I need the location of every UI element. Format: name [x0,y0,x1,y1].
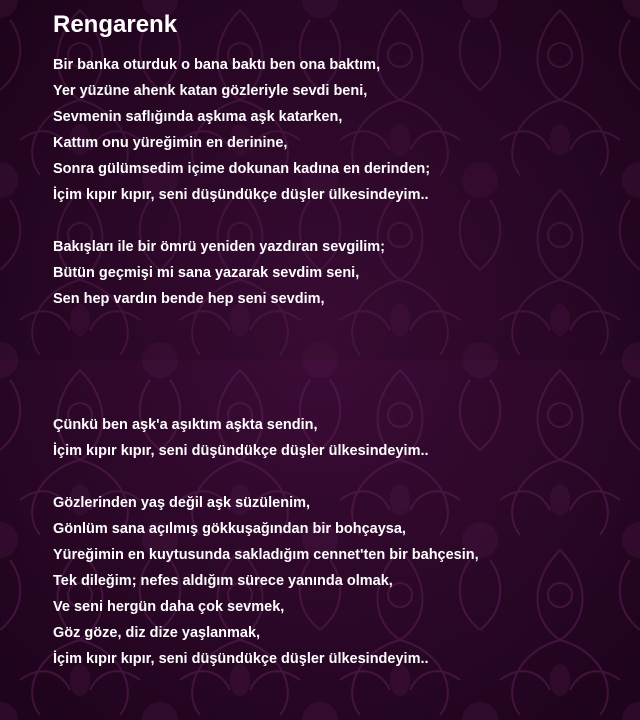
stanza-2 [53,234,385,312]
poem-line: Göz göze, diz dize yaşlanmak, [53,625,261,641]
poem-line: Yüreğimin en kuytusunda sakladığım cennet'ten bir bahçesin, [53,547,479,563]
stanza-4 [53,490,479,672]
poem-line: Çünkü ben aşk'a aşıktım aşkta sendin, [53,417,318,433]
poem-line: İçim kıpır kıpır, seni düşündükçe düşler ülkesindeyim.. [53,187,429,203]
poem-line: Bütün geçmişi mi sana yazarak sevdim seni, [53,265,360,281]
poem-line: Gönlüm sana açılmış gökkuşağından bir bohçaysa, [53,521,406,537]
poem-line: Sonra gülümsedim içime dokunan kadına en derinden; [53,161,431,177]
poem-line: Bir banka oturduk o bana baktı ben ona baktım, [53,57,381,73]
poem-line: İçim kıpır kıpır, seni düşündükçe düşler ülkesindeyim.. [53,651,429,667]
poem-title: Rengarenk [53,11,178,38]
poem-line: Kattım onu yüreğimin en derinine, [53,135,288,151]
poem-line: Ve seni hergün daha çok sevmek, [53,599,285,615]
poem-line: İçim kıpır kıpır, seni düşündükçe düşler ülkesindeyim.. [53,443,429,459]
poem-line: Bakışları ile bir ömrü yeniden yazdıran sevgilim; [53,239,386,255]
stanza-3 [53,412,429,464]
poem-line: Tek dileğim; nefes aldığım sürece yanında olmak, [53,573,393,589]
poem-line: Gözlerinden yaş değil aşk süzülenim, [53,495,311,511]
poem-line: Sen hep vardın bende hep seni sevdim, [53,291,325,307]
poem-line: Yer yüzüne ahenk katan gözleriyle sevdi beni, [53,83,368,99]
poem-line: Sevmenin saflığında aşkıma aşk katarken, [53,109,343,125]
stanza-1 [53,52,430,208]
